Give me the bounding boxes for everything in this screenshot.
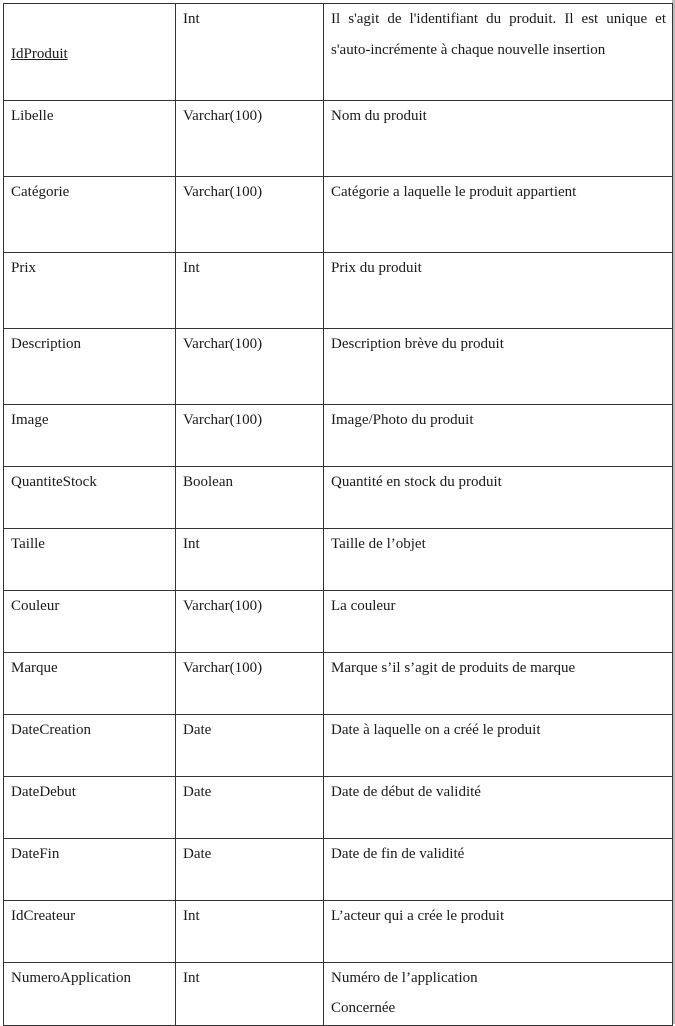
field-description bbox=[324, 963, 673, 1026]
field-description: Quantité en stock du produit bbox=[324, 467, 673, 529]
field-type: Varchar(100) bbox=[176, 405, 324, 467]
field-name: DateCreation bbox=[4, 715, 176, 777]
field-type: Date bbox=[176, 777, 324, 839]
field-type: Varchar(100) bbox=[176, 329, 324, 405]
table-row bbox=[4, 253, 673, 329]
field-name: Libelle bbox=[4, 101, 176, 177]
table-row bbox=[4, 963, 673, 1026]
field-description: La couleur bbox=[324, 591, 673, 653]
table-row bbox=[4, 653, 673, 715]
table-row bbox=[4, 901, 673, 963]
table-row bbox=[4, 177, 673, 253]
field-type: Int bbox=[176, 963, 324, 1026]
field-name: IdCreateur bbox=[4, 901, 176, 963]
field-type: Varchar(100) bbox=[176, 177, 324, 253]
field-description: Prix du produit bbox=[324, 253, 673, 329]
table-row bbox=[4, 777, 673, 839]
field-name: Description bbox=[4, 329, 176, 405]
field-type: Varchar(100) bbox=[176, 591, 324, 653]
field-type: Int bbox=[176, 901, 324, 963]
field-type: Int bbox=[176, 529, 324, 591]
field-description: Date de début de validité bbox=[324, 777, 673, 839]
field-description: Taille de l’objet bbox=[324, 529, 673, 591]
description-line: Numéro de l’application bbox=[331, 970, 478, 986]
field-name: Couleur bbox=[4, 591, 176, 653]
field-name: DateDebut bbox=[4, 777, 176, 839]
table-row bbox=[4, 329, 673, 405]
field-name-cell bbox=[4, 4, 176, 101]
data-dictionary-table bbox=[3, 3, 673, 1026]
field-name: NumeroApplication bbox=[4, 963, 176, 1026]
table-row bbox=[4, 715, 673, 777]
field-description: Il s'agit de l'identifiant du produit. Il est unique et s'auto-incrémente à chaque nouvelle insertion bbox=[324, 4, 673, 101]
table-row bbox=[4, 467, 673, 529]
field-type: Date bbox=[176, 839, 324, 901]
field-description: Nom du produit bbox=[324, 101, 673, 177]
field-type: Date bbox=[176, 715, 324, 777]
description-line: Concernée bbox=[331, 1000, 396, 1016]
field-type: Varchar(100) bbox=[176, 101, 324, 177]
field-description: Description brève du produit bbox=[324, 329, 673, 405]
field-type: Int bbox=[176, 4, 324, 101]
table-row bbox=[4, 839, 673, 901]
field-name: Image bbox=[4, 405, 176, 467]
field-type: Boolean bbox=[176, 467, 324, 529]
table-row bbox=[4, 4, 673, 101]
field-type: Varchar(100) bbox=[176, 653, 324, 715]
field-description: Catégorie a laquelle le produit appartient bbox=[324, 177, 673, 253]
field-description: L’acteur qui a crée le produit bbox=[324, 901, 673, 963]
field-description: Marque s’il s’agit de produits de marque bbox=[324, 653, 673, 715]
field-name: Prix bbox=[4, 253, 176, 329]
field-description: Image/Photo du produit bbox=[324, 405, 673, 467]
field-name: DateFin bbox=[4, 839, 176, 901]
table-row bbox=[4, 101, 673, 177]
field-description: Date à laquelle on a créé le produit bbox=[324, 715, 673, 777]
table-row bbox=[4, 591, 673, 653]
table-row bbox=[4, 529, 673, 591]
field-name: Marque bbox=[4, 653, 176, 715]
field-description: Date de fin de validité bbox=[324, 839, 673, 901]
field-type: Int bbox=[176, 253, 324, 329]
field-name: Taille bbox=[4, 529, 176, 591]
field-name: QuantiteStock bbox=[4, 467, 176, 529]
table-row bbox=[4, 405, 673, 467]
field-name: Catégorie bbox=[4, 177, 176, 253]
field-name: IdProduit bbox=[11, 46, 68, 62]
